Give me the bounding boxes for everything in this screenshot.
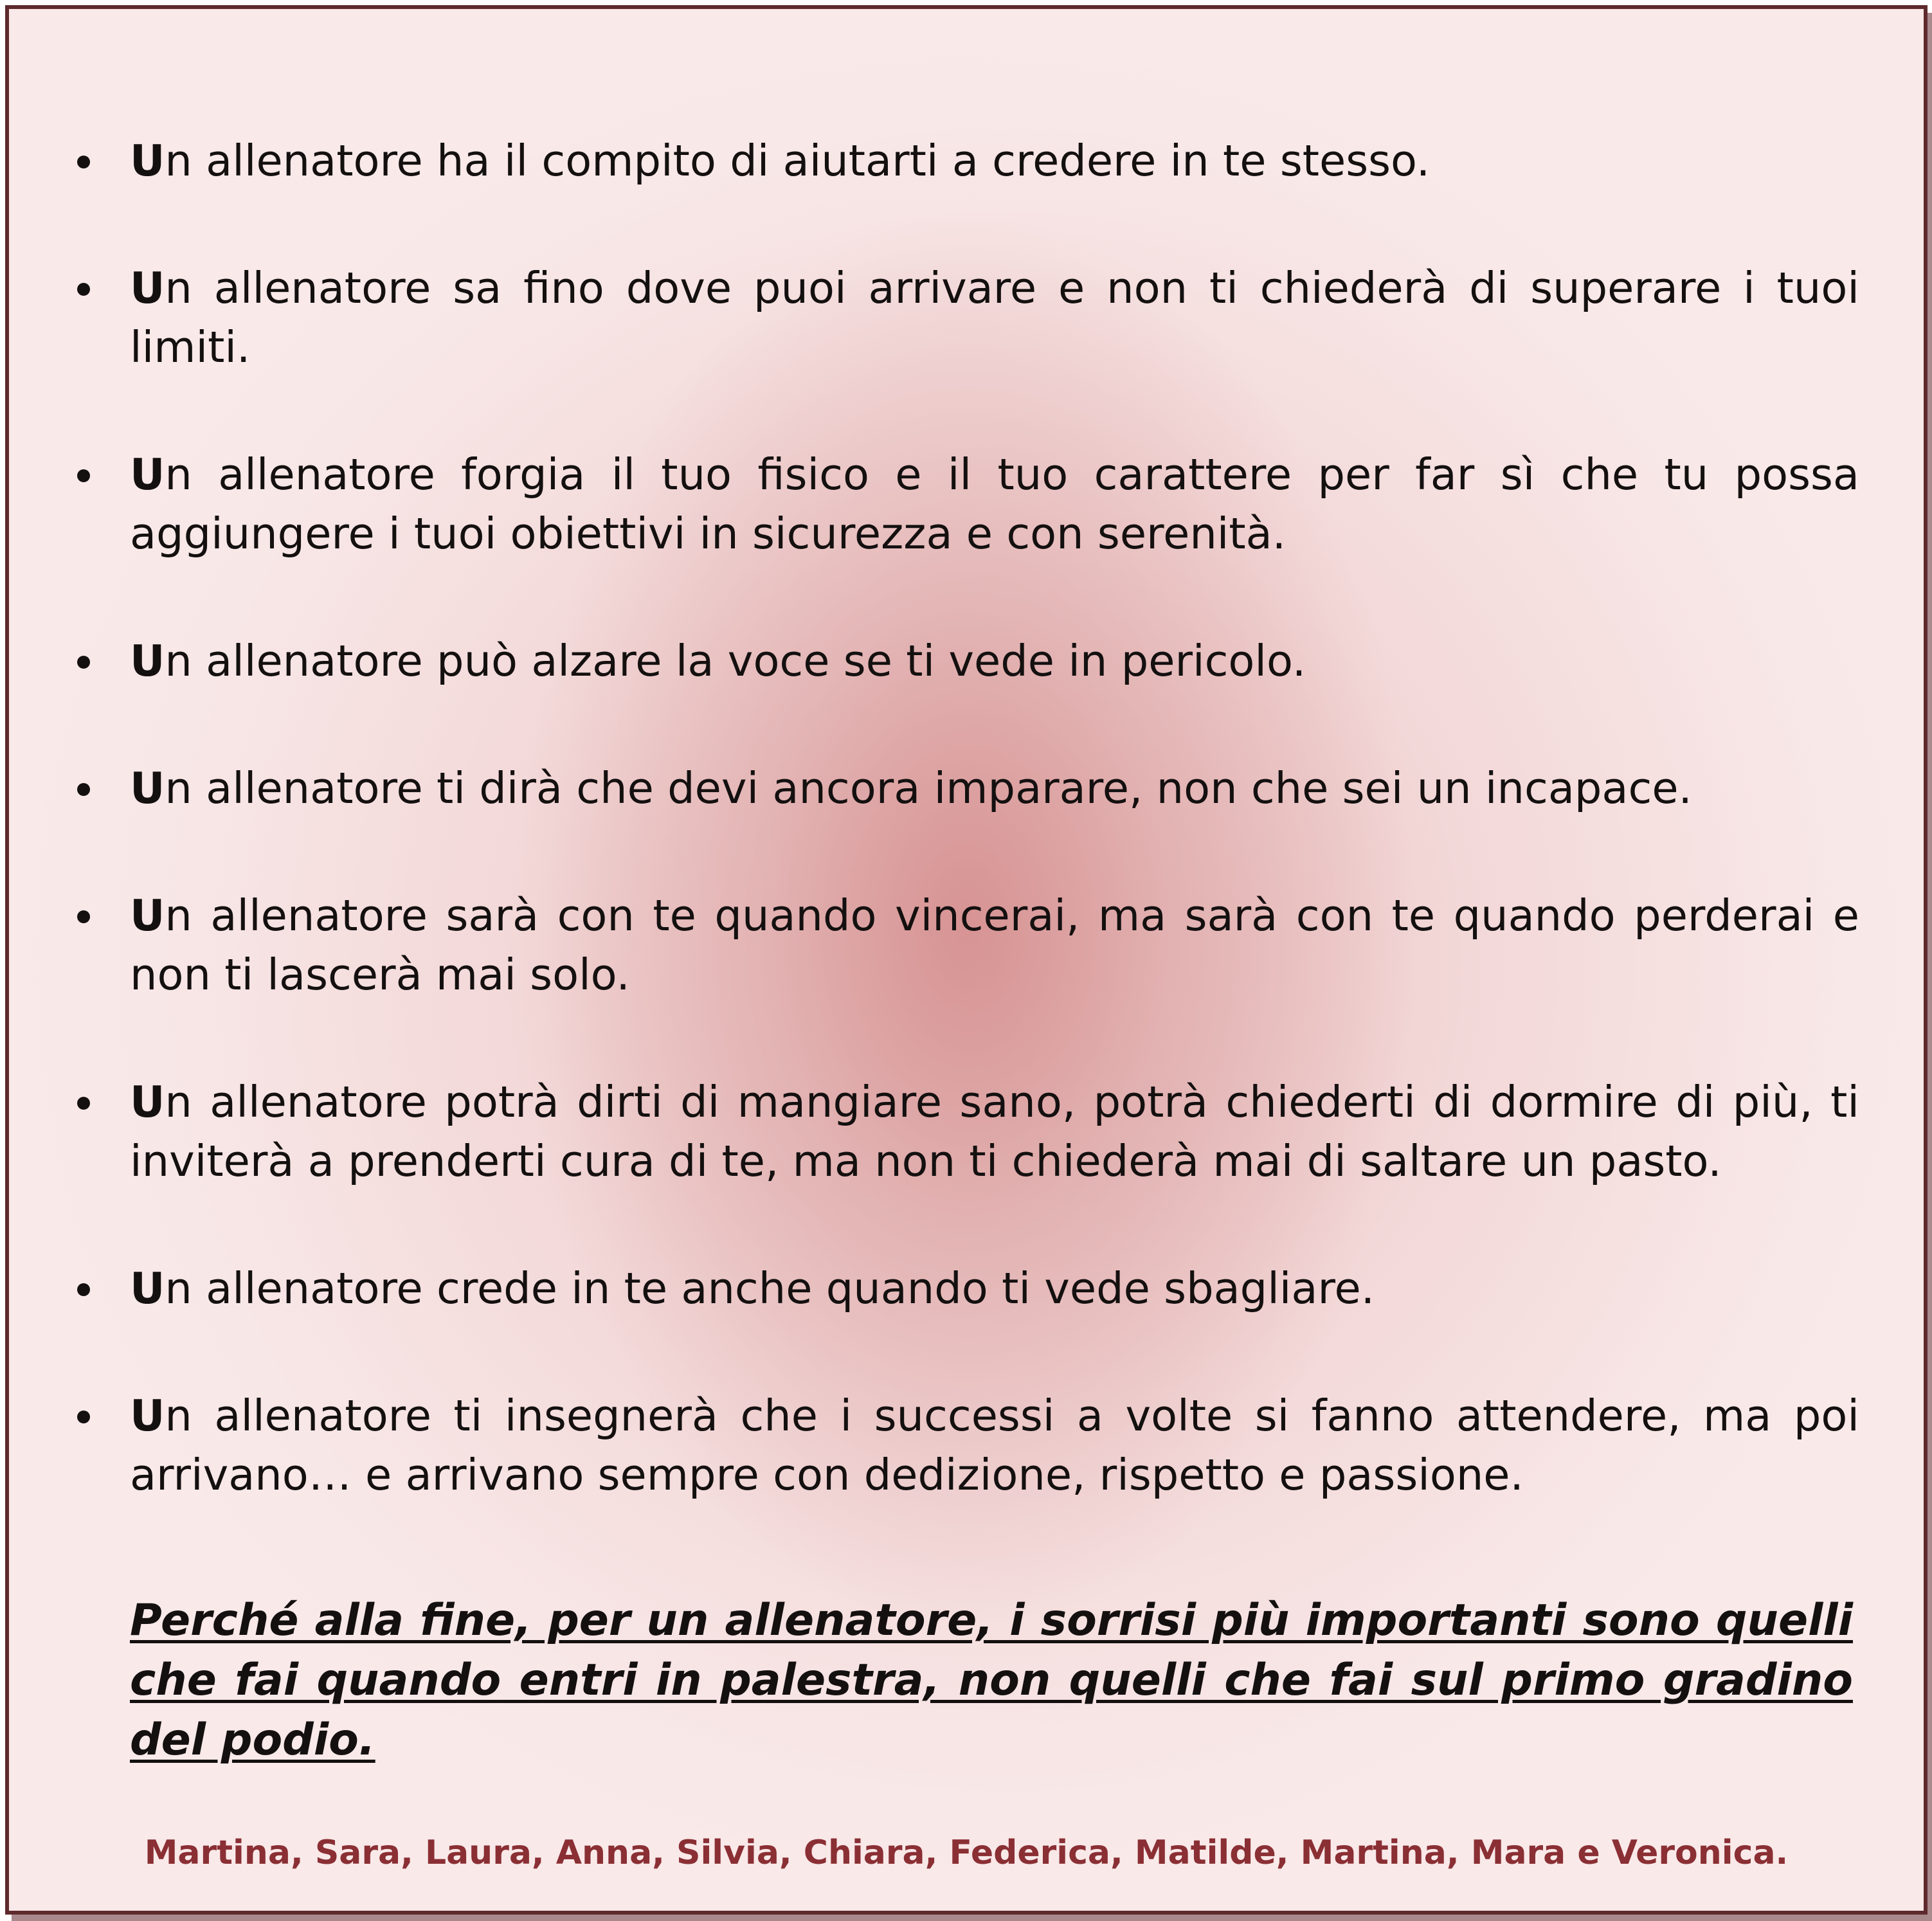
- point-text: n allenatore sa fino dove puoi arrivare e non ti chiederà di superare i tuoi limiti.: [130, 263, 1859, 372]
- initial-letter: U: [130, 636, 165, 686]
- initial-letter: U: [130, 1077, 165, 1127]
- bullet-icon: [77, 156, 90, 168]
- bullet-icon: [77, 910, 90, 923]
- bullet-icon: [77, 656, 90, 669]
- list-item: [9, 631, 1924, 690]
- document-content: [9, 9, 1924, 1911]
- list-item: [9, 1072, 1924, 1191]
- bullet-icon: [77, 1283, 90, 1296]
- initial-letter: U: [130, 1391, 165, 1441]
- bullet-icon: [77, 283, 90, 296]
- list-item: [9, 258, 1924, 377]
- list-item: [9, 131, 1924, 190]
- bullet-icon: [77, 469, 90, 482]
- initial-letter: U: [130, 763, 165, 813]
- signature-names: Martina, Sara, Laura, Anna, Silvia, Chiara, Federica, Matilde, Martina, Mara e Veronica.: [144, 1834, 1789, 1872]
- bullet-icon: [77, 1411, 90, 1423]
- closing-statement: Perché alla fine, per un allenatore, i sorrisi più importanti sono quelli che fai quando entri in palestra, non quelli che fai sul primo gradino del podio.: [130, 1595, 1853, 1765]
- bullet-icon: [77, 1097, 90, 1110]
- bullet-icon: [77, 783, 90, 796]
- list-item: [9, 445, 1924, 563]
- point-text: n allenatore ha il compito di aiutarti a credere in te stesso.: [165, 136, 1431, 186]
- point-text: n allenatore forgia il tuo fisico e il tuo carattere per far sì che tu possa aggiungere i tuoi obiettivi in sicurezza e con serenità.: [130, 449, 1859, 559]
- page-frame: [5, 5, 1927, 1915]
- initial-letter: U: [130, 449, 165, 500]
- list-item: [9, 759, 1924, 818]
- list-item: [9, 1259, 1924, 1318]
- point-text: n allenatore crede in te anche quando ti vede sbagliare.: [165, 1263, 1375, 1313]
- initial-letter: U: [130, 263, 165, 313]
- point-text: n allenatore ti insegnerà che i successi a volte si fanno attendere, ma poi arrivano… e arrivano sempre con dedizione, rispetto e passione.: [130, 1391, 1859, 1500]
- list-item: [9, 886, 1924, 1004]
- point-text: n allenatore sarà con te quando vincerai, ma sarà con te quando perderai e non ti lascerà mai solo.: [130, 890, 1859, 1000]
- coach-points-list: [9, 131, 1924, 1573]
- initial-letter: U: [130, 136, 165, 186]
- initial-letter: U: [130, 890, 165, 941]
- initial-letter: U: [130, 1263, 165, 1313]
- point-text: n allenatore può alzare la voce se ti vede in pericolo.: [165, 636, 1306, 686]
- point-text: n allenatore ti dirà che devi ancora imparare, non che sei un incapace.: [165, 763, 1692, 813]
- point-text: n allenatore potrà dirti di mangiare sano, potrà chiederti di dormire di più, ti inviterà a prenderti cura di te, ma non ti chiederà mai di saltare un pasto.: [130, 1077, 1859, 1186]
- list-item: [9, 1386, 1924, 1504]
